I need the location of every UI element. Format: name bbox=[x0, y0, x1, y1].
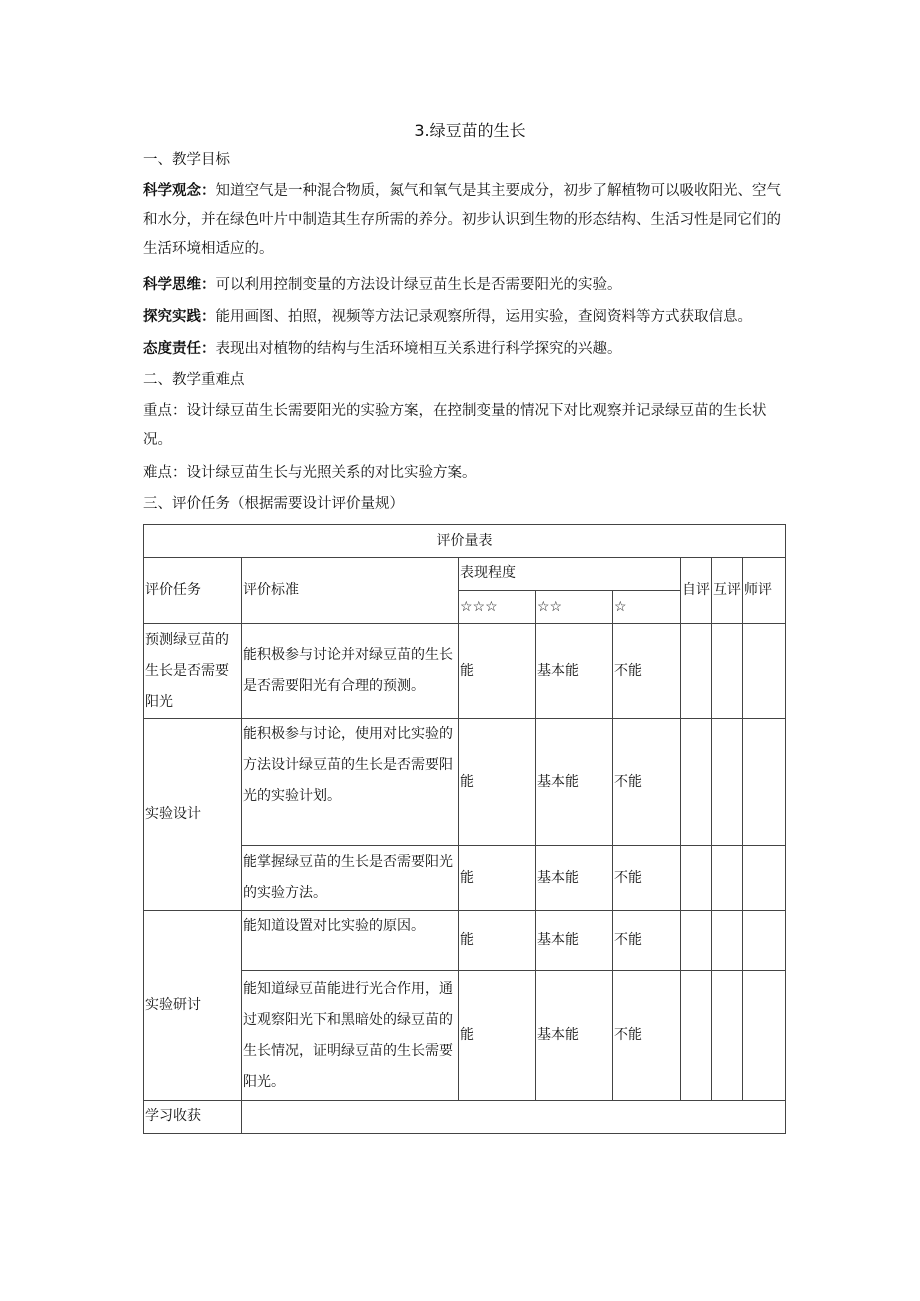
goal-label: 态度责任： bbox=[143, 340, 216, 357]
standard-cell: 能知道绿豆苗能进行光合作用，通过观察阳光下和黑暗处的绿豆苗的生长情况，证明绿豆苗的生长需要阳光。 bbox=[242, 971, 459, 1101]
header-teacher: 师评 bbox=[743, 558, 786, 624]
teacher-cell bbox=[743, 911, 786, 971]
header-stars-1: ☆ bbox=[613, 591, 681, 624]
header-stars-2: ☆☆ bbox=[536, 591, 613, 624]
level-cell: 不能 bbox=[613, 846, 681, 911]
level-cell: 基本能 bbox=[536, 846, 613, 911]
task-cell: 实验研讨 bbox=[144, 911, 242, 1101]
level-cell: 基本能 bbox=[536, 624, 613, 719]
task-cell: 学习收获 bbox=[144, 1101, 242, 1134]
goal-science-concept bbox=[143, 176, 788, 264]
key-point: 重点：设计绿豆苗生长需要阳光的实验方案，在控制变量的情况下对比观察并记录绿豆苗的生长状况。 bbox=[143, 403, 767, 448]
standard-cell: 能积极参与讨论，使用对比实验的方法设计绿豆苗的生长是否需要阳光的实验计划。 bbox=[242, 719, 459, 846]
self-cell bbox=[681, 624, 712, 719]
goal-science-thinking bbox=[143, 270, 788, 300]
goal-label: 探究实践： bbox=[143, 308, 216, 325]
table-row bbox=[144, 911, 786, 971]
section-heading-key-points: 二、教学重难点 bbox=[143, 372, 245, 388]
goal-text: 表现出对植物的结构与生活环境相互关系进行科学探究的兴趣。 bbox=[215, 341, 622, 357]
goal-inquiry-practice bbox=[143, 302, 788, 332]
level-cell: 不能 bbox=[613, 971, 681, 1101]
evaluation-table bbox=[143, 524, 786, 1134]
header-standard: 评价标准 bbox=[242, 558, 459, 624]
teacher-cell bbox=[743, 624, 786, 719]
difficult-point: 难点：设计绿豆苗生长与光照关系的对比实验方案。 bbox=[143, 465, 477, 481]
teacher-cell bbox=[743, 846, 786, 911]
standard-cell: 能掌握绿豆苗的生长是否需要阳光的实验方法。 bbox=[242, 846, 459, 911]
goal-label: 科学思维： bbox=[143, 276, 216, 293]
header-stars-3: ☆☆☆ bbox=[459, 591, 536, 624]
self-cell bbox=[681, 846, 712, 911]
self-cell bbox=[681, 719, 712, 846]
document-title: 3.绿豆苗的生长 bbox=[414, 121, 526, 140]
goal-text: 知道空气是一种混合物质，氮气和氧气是其主要成分，初步了解植物可以吸收阳光、空气和水分，并在绿色叶片中制造其生存所需的养分。初步认识到生物的形态结构、生活习性是同它们的生活环境相适应的。 bbox=[143, 183, 781, 257]
self-cell bbox=[681, 911, 712, 971]
header-peer: 互评 bbox=[712, 558, 743, 624]
header-level: 表现程度 bbox=[459, 558, 681, 591]
table-caption: 评价量表 bbox=[144, 525, 786, 558]
header-self: 自评 bbox=[681, 558, 712, 624]
peer-cell bbox=[712, 624, 743, 719]
level-cell: 能 bbox=[459, 846, 536, 911]
level-cell: 能 bbox=[459, 719, 536, 846]
standard-cell: 能积极参与讨论并对绿豆苗的生长是否需要阳光有合理的预测。 bbox=[242, 624, 459, 719]
level-cell: 不能 bbox=[613, 911, 681, 971]
goal-attitude bbox=[143, 334, 788, 364]
peer-cell bbox=[712, 846, 743, 911]
level-cell: 能 bbox=[459, 971, 536, 1101]
level-cell: 不能 bbox=[613, 719, 681, 846]
task-cell: 实验设计 bbox=[144, 719, 242, 911]
level-cell: 不能 bbox=[613, 624, 681, 719]
section-heading-goals: 一、教学目标 bbox=[143, 152, 230, 168]
task-cell: 预测绿豆苗的生长是否需要阳光 bbox=[144, 624, 242, 719]
goal-text: 可以利用控制变量的方法设计绿豆苗生长是否需要阳光的实验。 bbox=[215, 277, 622, 293]
level-cell: 基本能 bbox=[536, 911, 613, 971]
table-row bbox=[144, 1101, 786, 1134]
level-cell: 基本能 bbox=[536, 719, 613, 846]
learning-gain-cell bbox=[242, 1101, 786, 1134]
header-task: 评价任务 bbox=[144, 558, 242, 624]
goal-label: 科学观念： bbox=[143, 182, 216, 199]
level-cell: 能 bbox=[459, 911, 536, 971]
teacher-cell bbox=[743, 971, 786, 1101]
table-row bbox=[144, 719, 786, 846]
peer-cell bbox=[712, 911, 743, 971]
goal-text: 能用画图、拍照，视频等方法记录观察所得，运用实验，查阅资料等方式获取信息。 bbox=[215, 309, 752, 325]
level-cell: 基本能 bbox=[536, 971, 613, 1101]
level-cell: 能 bbox=[459, 624, 536, 719]
peer-cell bbox=[712, 971, 743, 1101]
section-heading-evaluation: 三、评价任务（根据需要设计评价量规） bbox=[143, 496, 404, 512]
standard-cell: 能知道设置对比实验的原因。 bbox=[242, 911, 459, 971]
self-cell bbox=[681, 971, 712, 1101]
table-row bbox=[144, 624, 786, 719]
teacher-cell bbox=[743, 719, 786, 846]
peer-cell bbox=[712, 719, 743, 846]
